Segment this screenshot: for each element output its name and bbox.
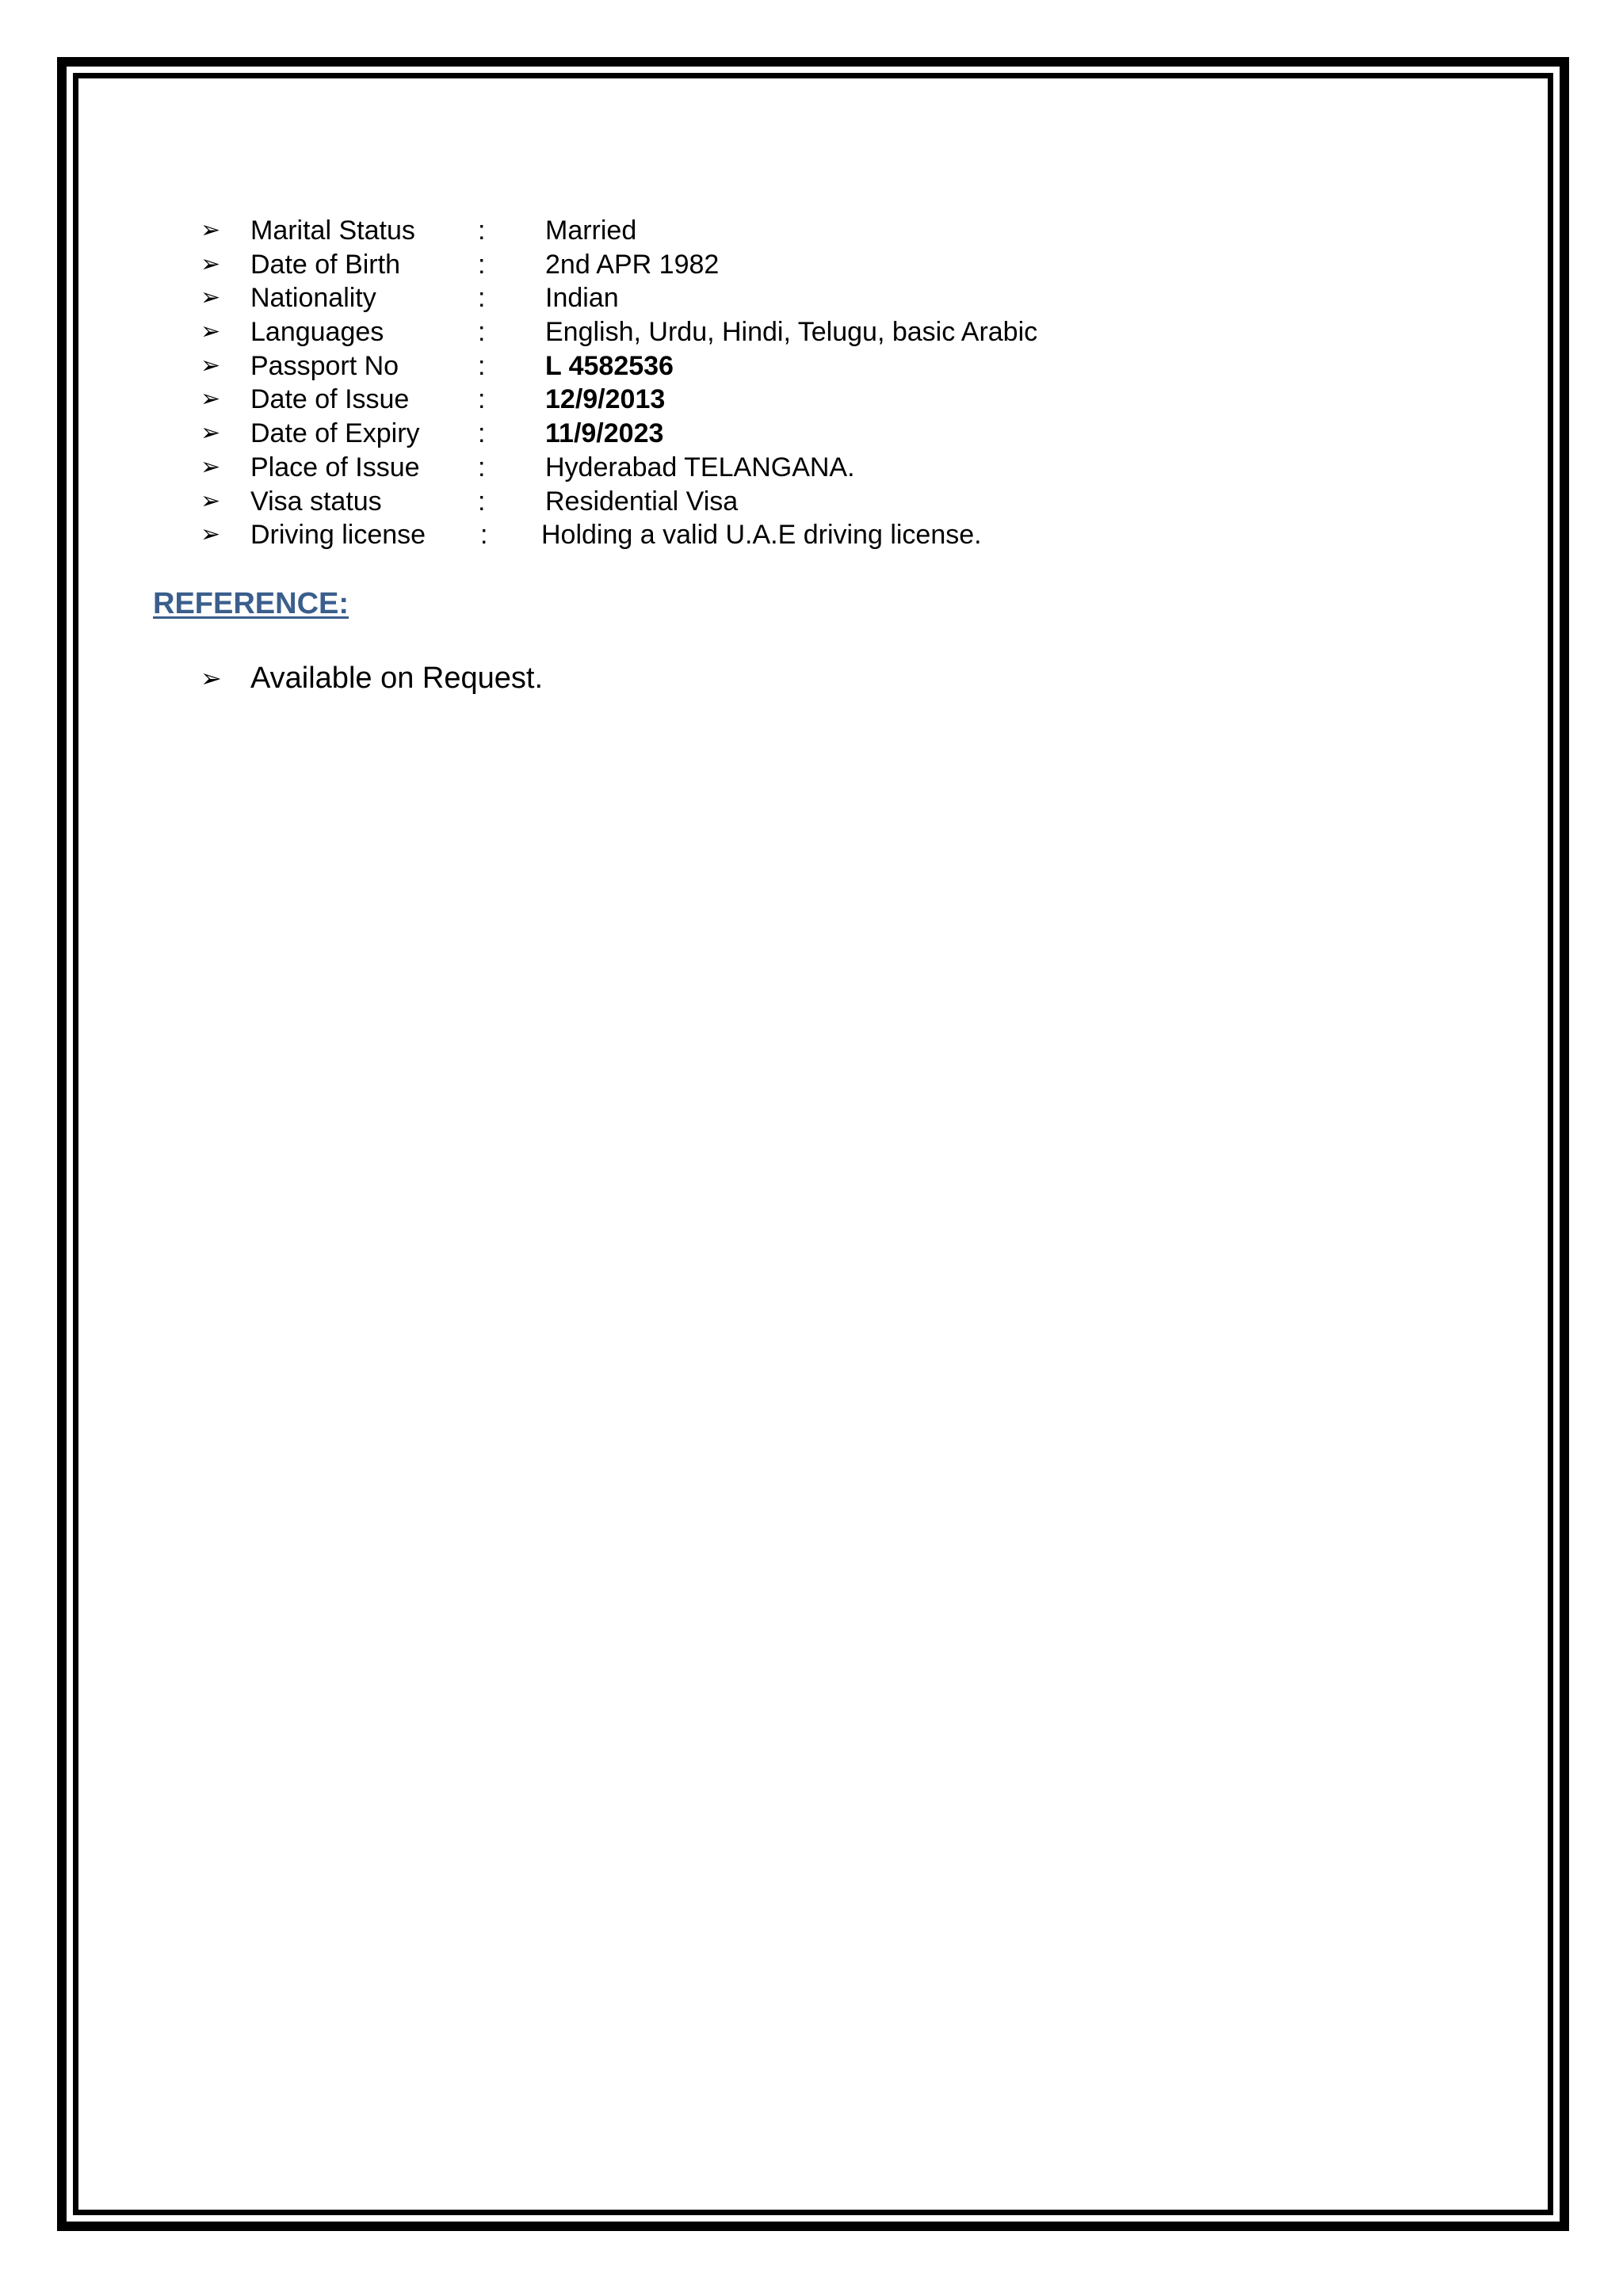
detail-label: Nationality <box>250 283 376 314</box>
detail-separator: : <box>478 283 486 314</box>
detail-row-languages <box>200 315 1468 349</box>
detail-row-driving-license <box>200 518 1468 552</box>
detail-label: Marital Status <box>250 215 415 246</box>
arrow-bullet-icon: ➢ <box>200 284 221 311</box>
personal-details-list <box>200 214 1468 552</box>
detail-label: Date of Expiry <box>250 418 420 449</box>
arrow-bullet-icon: ➢ <box>200 453 221 480</box>
detail-value: 2nd APR 1982 <box>545 249 720 280</box>
detail-label: Languages <box>250 317 384 348</box>
detail-label: Date of Issue <box>250 384 410 415</box>
detail-row-date-of-issue <box>200 383 1468 417</box>
detail-row-passport-no <box>200 349 1468 383</box>
detail-row-visa-status <box>200 485 1468 519</box>
reference-item-text: Available on Request. <box>250 662 543 695</box>
detail-value: Indian <box>545 283 619 314</box>
detail-separator: : <box>478 215 486 246</box>
detail-label: Passport No <box>250 350 399 381</box>
detail-row-place-of-issue <box>200 451 1468 485</box>
arrow-bullet-icon: ➢ <box>200 217 221 243</box>
detail-separator: : <box>478 317 486 348</box>
detail-separator: : <box>478 418 486 449</box>
arrow-bullet-icon: ➢ <box>200 521 221 548</box>
detail-value: L 4582536 <box>545 350 674 381</box>
detail-value: 11/9/2023 <box>545 418 664 449</box>
detail-label: Date of Birth <box>250 249 400 280</box>
detail-label: Driving license <box>250 520 426 551</box>
detail-label: Visa status <box>250 486 382 517</box>
reference-heading: REFERENCE: <box>153 587 349 620</box>
detail-value: Married <box>545 215 637 246</box>
arrow-bullet-icon: ➢ <box>200 250 221 277</box>
detail-value: Residential Visa <box>545 486 739 517</box>
detail-separator: : <box>478 486 486 517</box>
arrow-bullet-icon: ➢ <box>200 487 221 514</box>
arrow-bullet-icon: ➢ <box>200 352 221 379</box>
detail-label: Place of Issue <box>250 452 420 482</box>
detail-separator: : <box>480 520 488 551</box>
arrow-bullet-icon: ➢ <box>200 318 221 345</box>
detail-row-marital-status <box>200 214 1468 248</box>
detail-separator: : <box>478 384 486 415</box>
detail-value: English, Urdu, Hindi, Telugu, basic Arabic <box>545 317 1038 348</box>
arrow-bullet-icon: ➢ <box>200 420 221 447</box>
detail-value: Holding a valid U.A.E driving license. <box>541 520 982 551</box>
detail-separator: : <box>478 350 486 381</box>
detail-row-date-of-birth <box>200 248 1468 282</box>
detail-row-nationality <box>200 281 1468 315</box>
detail-separator: : <box>478 249 486 280</box>
detail-value: Hyderabad TELANGANA. <box>545 452 855 482</box>
arrow-bullet-icon: ➢ <box>200 664 222 692</box>
detail-separator: : <box>478 452 486 482</box>
detail-value: 12/9/2013 <box>545 384 666 415</box>
detail-row-date-of-expiry <box>200 417 1468 451</box>
arrow-bullet-icon: ➢ <box>200 386 221 413</box>
